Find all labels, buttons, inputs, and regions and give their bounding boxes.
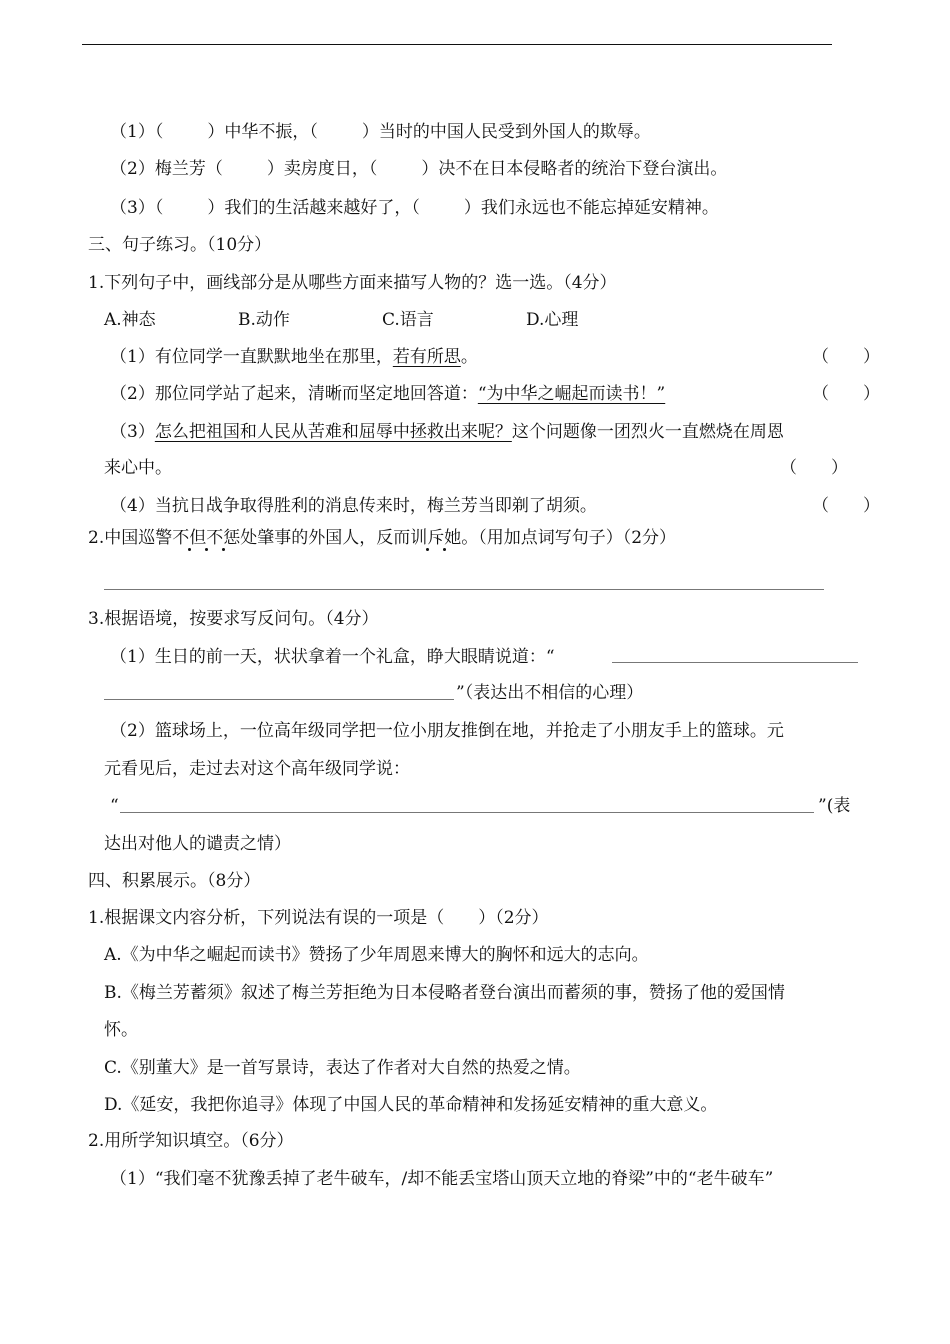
answer-paren-4[interactable]: （ ）	[812, 496, 880, 516]
section-3-title: 三、句子练习。（10分）	[88, 235, 272, 255]
close-quote: ”(表	[818, 796, 851, 816]
sec2-item-1: （1）（ ）中华不振，（ ）当时的中国人民受到外国人的欺辱。	[110, 122, 651, 142]
s3-q1-item-3-cont: 来心中。	[104, 458, 172, 478]
s4-q1-option-b-line-2: 怀。	[104, 1020, 138, 1040]
answer-paren-1[interactable]: （ ）	[812, 347, 880, 367]
s3-q1-options: A.神态 B.动作 C.语言 D.心理	[104, 310, 579, 330]
s3-q3-item-2-line-2: 元看见后，走过去对这个高年级同学说：	[104, 759, 410, 779]
answer-line[interactable]	[612, 662, 858, 663]
emphasis-dot	[426, 548, 429, 551]
answer-line[interactable]	[104, 589, 824, 590]
s3-q3-item-1-line-2: ”（表达出不相信的心理）	[456, 683, 644, 703]
s3-q1-item-3: （3）怎么把祖国和人民从苦难和屈辱中拯救出来呢？这个问题像一团烈火一直燃烧在周恩	[110, 422, 784, 442]
emphasis-dot	[222, 548, 225, 551]
s3-q1-item-4: （4）当抗日战争取得胜利的消息传来时，梅兰芳当即剃了胡须。	[110, 496, 597, 516]
answer-line[interactable]	[104, 699, 454, 700]
answer-paren-2[interactable]: （ ）	[812, 384, 880, 404]
sec2-item-3: （3）（ ）我们的生活越来越好了，（ ）我们永远也不能忘掉延安精神。	[110, 198, 719, 218]
s4-q2-stem: 2.用所学知识填空。（6分）	[88, 1131, 294, 1151]
sec2-item-2: （2）梅兰芳（ ）卖房度日，（ ）决不在日本侵略者的统治下登台演出。	[110, 159, 728, 179]
answer-line[interactable]	[120, 812, 814, 813]
s3-q2-stem: 2.中国巡警不但不惩处肇事的外国人，反而训斥她。（用加点词写句子）（2分）	[88, 528, 677, 548]
s4-q1-option-b-line-1: B.《梅兰芳蓄须》叙述了梅兰芳拒绝为日本侵略者登台演出而蓄须的事，赞扬了他的爱国情	[104, 983, 785, 1003]
s3-q1-item-2: （2）那位同学站了起来，清晰而坚定地回答道：“为中华之崛起而读书！”	[110, 384, 666, 404]
emphasis-dot	[443, 548, 446, 551]
s4-q1-option-d: D.《延安，我把你追寻》体现了中国人民的革命精神和发扬延安精神的重大意义。	[104, 1095, 718, 1115]
s3-q3-item-2-line-1: （2）篮球场上，一位高年级同学把一位小朋友推倒在地，并抢走了小朋友手上的篮球。元	[110, 721, 784, 741]
emphasis-dot	[188, 548, 191, 551]
s3-q1-stem: 1.下列句子中，画线部分是从哪些方面来描写人物的？选一选。（4分）	[88, 273, 617, 293]
answer-paren-3[interactable]: （ ）	[780, 458, 848, 478]
s3-q3-item-1-line-1: （1）生日的前一天，状状拿着一个礼盒，睁大眼睛说道：“	[110, 647, 555, 667]
s4-q1-option-c: C.《别董大》是一首写景诗，表达了作者对大自然的热爱之情。	[104, 1058, 581, 1078]
header-rule	[82, 44, 832, 45]
s4-q1-option-a: A.《为中华之崛起而读书》赞扬了少年周恩来博大的胸怀和远大的志向。	[104, 945, 649, 965]
open-quote: “	[110, 796, 119, 816]
s3-q3-stem: 3.根据语境，按要求写反问句。（4分）	[88, 609, 379, 629]
s4-q2-item-1: （1）“我们毫不犹豫丢掉了老牛破车，/却不能丢宝塔山顶天立地的脊梁”中的“老牛破车”	[110, 1169, 774, 1189]
s4-q1-stem: 1.根据课文内容分析，下列说法有误的一项是（ ）（2分）	[88, 908, 549, 928]
emphasis-dot	[205, 548, 208, 551]
s3-q3-item-2-line-4: 达出对他人的谴责之情）	[104, 834, 291, 854]
section-4-title: 四、积累展示。（8分）	[88, 871, 261, 891]
s3-q1-item-1: （1）有位同学一直默默地坐在那里，若有所思。	[110, 347, 478, 367]
